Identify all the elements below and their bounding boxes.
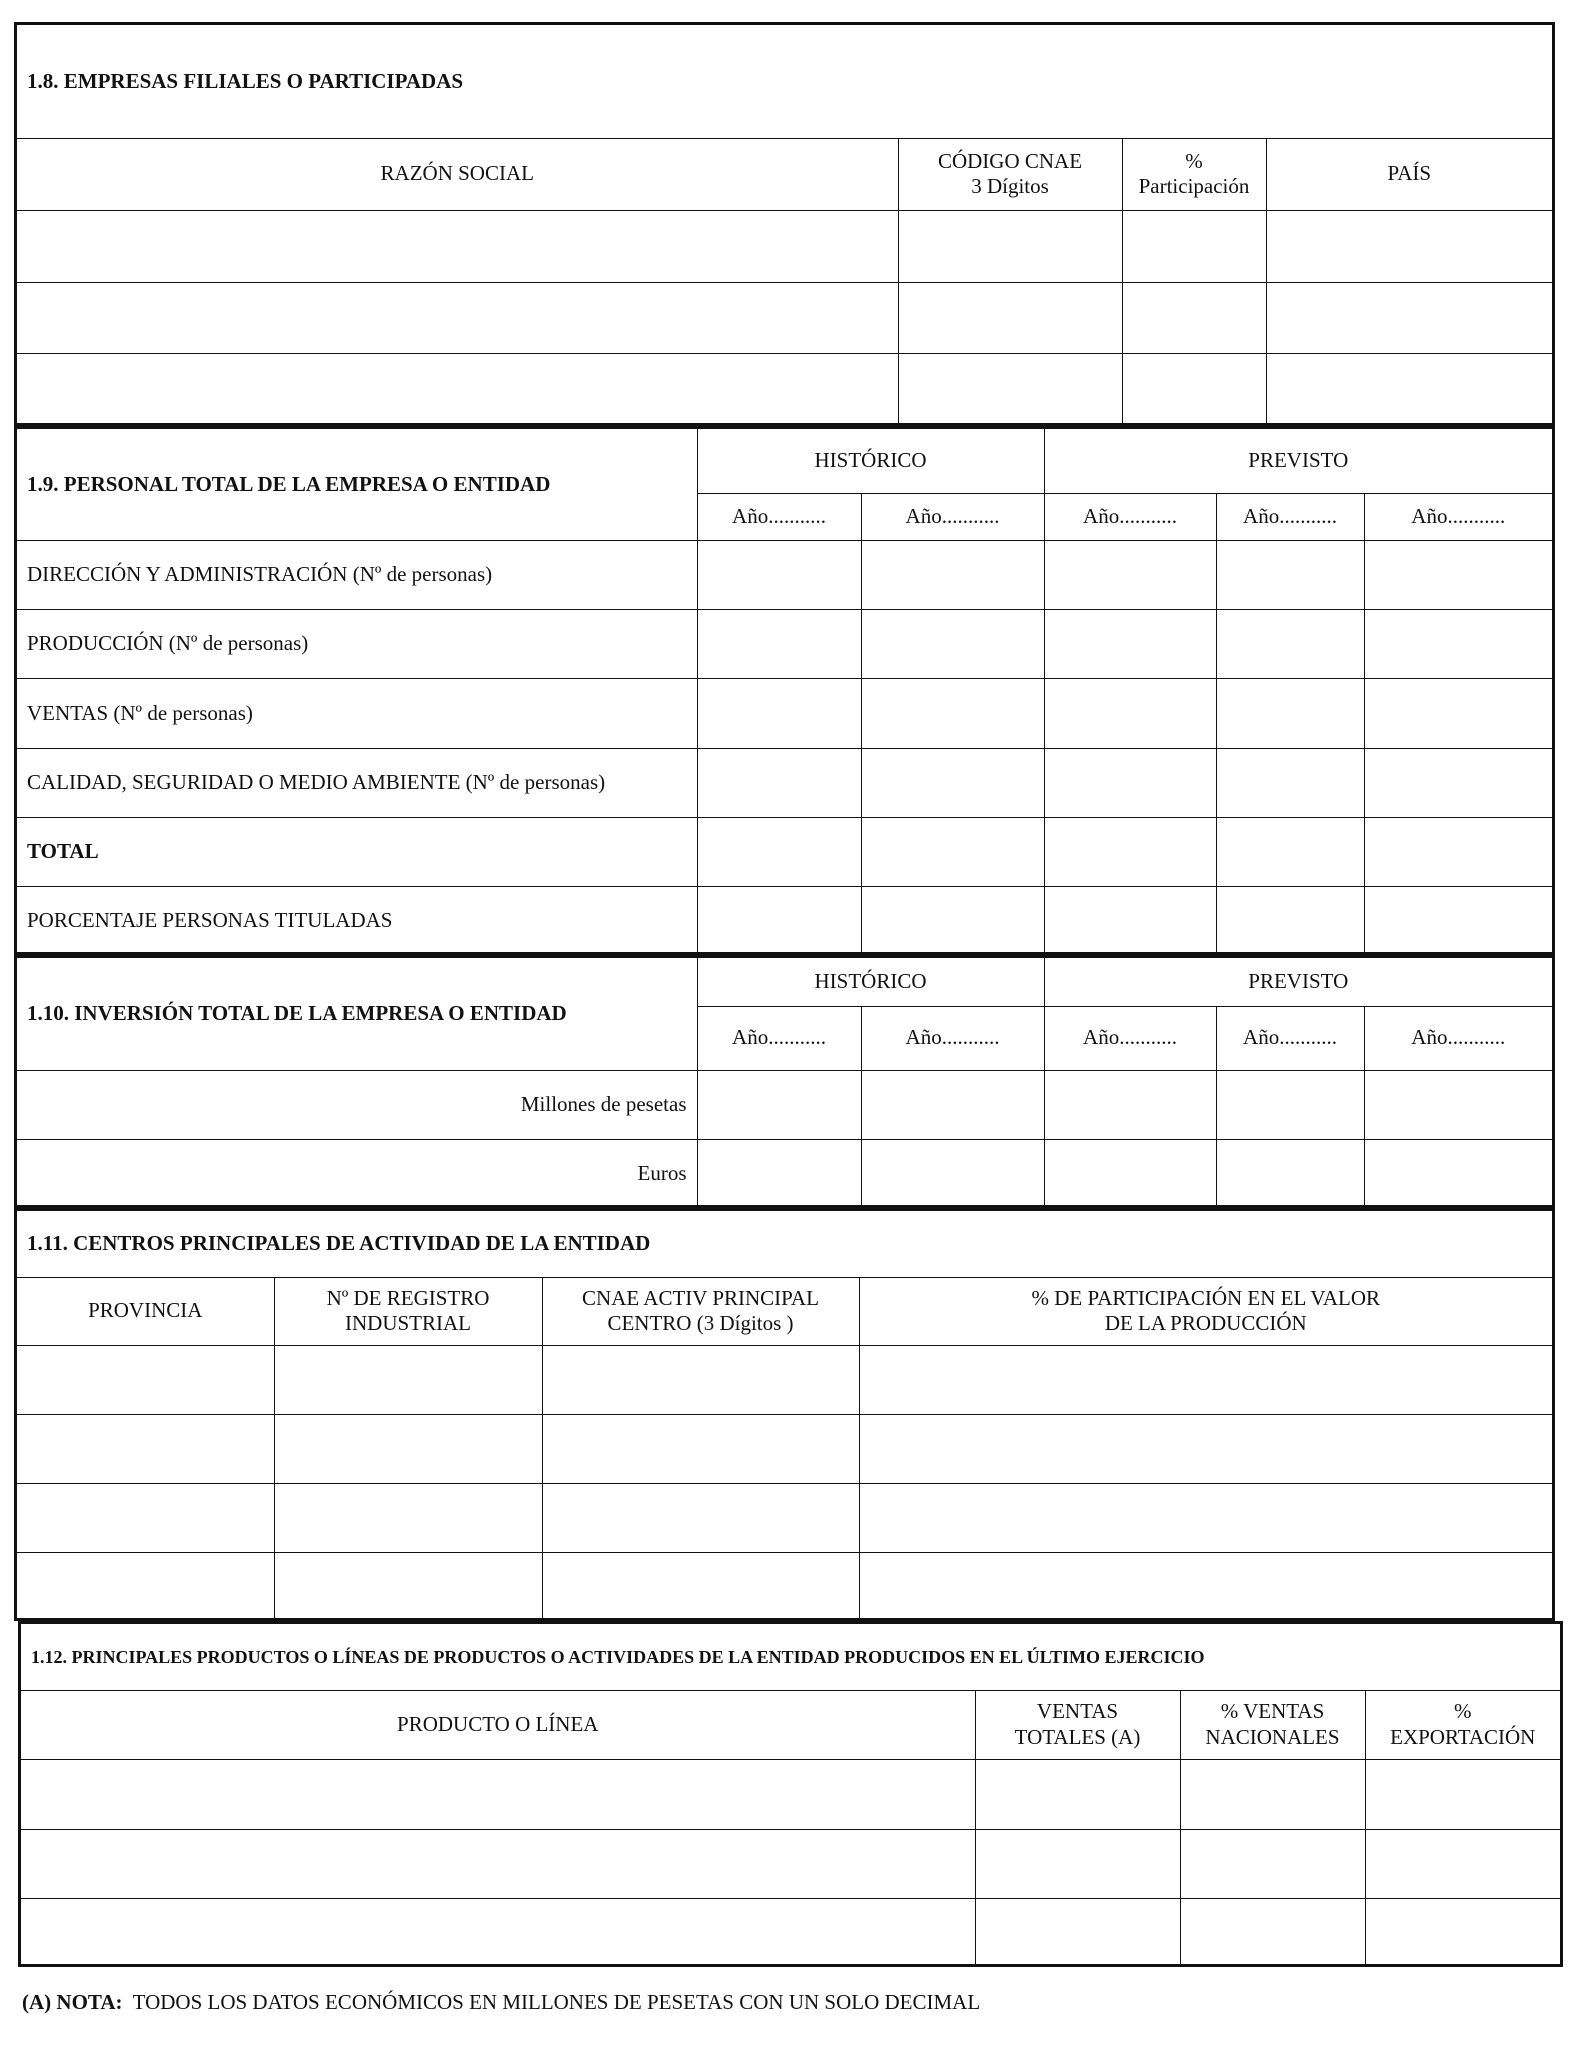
- footnote: [22, 1990, 980, 2015]
- input-cell[interactable]: [1044, 748, 1216, 817]
- year-field[interactable]: Año...........: [697, 493, 861, 540]
- section-1-10-title: 1.10. INVERSIÓN TOTAL DE LA EMPRESA O ENTIDAD: [27, 1001, 567, 1026]
- input-cell[interactable]: [1365, 1759, 1560, 1829]
- col-participacion: % Participación: [1122, 138, 1266, 210]
- input-cell[interactable]: [1365, 1898, 1560, 1964]
- col-registro-industrial: Nº DE REGISTRO INDUSTRIAL: [274, 1277, 542, 1345]
- input-cell[interactable]: [1266, 353, 1552, 423]
- col-razon-social: RAZÓN SOCIAL: [17, 138, 898, 210]
- section-1-8: [14, 22, 1555, 426]
- input-cell[interactable]: [17, 1552, 274, 1621]
- section-1-12: [18, 1621, 1563, 1967]
- footnote-label: (A) NOTA:: [22, 1990, 123, 2014]
- input-cell[interactable]: [697, 748, 861, 817]
- input-cell[interactable]: [1044, 540, 1216, 609]
- row-label: CALIDAD, SEGURIDAD O MEDIO AMBIENTE (Nº de personas): [17, 748, 697, 817]
- previsto-header: PREVISTO: [1044, 958, 1552, 1006]
- input-cell[interactable]: [898, 282, 1122, 353]
- table-row: [17, 1414, 1552, 1483]
- table-row: [17, 1345, 1552, 1414]
- row-label: DIRECCIÓN Y ADMINISTRACIÓN (Nº de personas): [17, 540, 697, 609]
- input-cell[interactable]: [1364, 540, 1552, 609]
- year-field[interactable]: Año...........: [861, 493, 1044, 540]
- input-cell[interactable]: [1364, 1139, 1552, 1208]
- footnote-text: TODOS LOS DATOS ECONÓMICOS EN MILLONES DE PESETAS CON UN SOLO DECIMAL: [132, 1990, 981, 2014]
- input-cell[interactable]: [697, 886, 861, 955]
- input-cell[interactable]: [1216, 748, 1364, 817]
- input-cell[interactable]: [697, 540, 861, 609]
- input-cell[interactable]: [697, 1139, 861, 1208]
- input-cell[interactable]: [1044, 1139, 1216, 1208]
- input-cell[interactable]: [1122, 282, 1266, 353]
- input-cell[interactable]: [861, 1139, 1044, 1208]
- input-cell[interactable]: [861, 609, 1044, 678]
- table-row: [17, 817, 1552, 886]
- input-cell[interactable]: [898, 210, 1122, 282]
- input-cell[interactable]: [697, 1070, 861, 1139]
- input-cell[interactable]: [859, 1483, 1552, 1552]
- input-cell[interactable]: [274, 1345, 542, 1414]
- table-row: [17, 886, 1552, 955]
- col-exportacion: % EXPORTACIÓN: [1365, 1690, 1560, 1759]
- input-cell[interactable]: [1122, 353, 1266, 423]
- input-cell[interactable]: [861, 678, 1044, 748]
- input-cell[interactable]: [274, 1414, 542, 1483]
- input-cell[interactable]: [1044, 886, 1216, 955]
- year-field[interactable]: Año...........: [1044, 1006, 1216, 1070]
- section-1-9: [14, 426, 1555, 955]
- table-row: [21, 1898, 1560, 1964]
- input-cell[interactable]: [542, 1483, 859, 1552]
- row-label-total: TOTAL: [17, 817, 697, 886]
- input-cell[interactable]: [975, 1829, 1180, 1898]
- input-cell[interactable]: [17, 1414, 274, 1483]
- input-cell[interactable]: [1266, 282, 1552, 353]
- input-cell[interactable]: [1044, 817, 1216, 886]
- year-field[interactable]: Año...........: [861, 1006, 1044, 1070]
- section-1-11-title: 1.11. CENTROS PRINCIPALES DE ACTIVIDAD DE LA ENTIDAD: [27, 1231, 651, 1256]
- input-cell[interactable]: [1216, 540, 1364, 609]
- table-row: [17, 1552, 1552, 1621]
- table-row: [17, 1483, 1552, 1552]
- col-codigo-cnae: CÓDIGO CNAE 3 Dígitos: [898, 138, 1122, 210]
- input-cell[interactable]: [1364, 1070, 1552, 1139]
- table-row: [17, 748, 1552, 817]
- col-cnae-activ: CNAE ACTIV PRINCIPAL CENTRO (3 Dígitos ): [542, 1277, 859, 1345]
- section-1-8-title: 1.8. EMPRESAS FILIALES O PARTICIPADAS: [27, 68, 464, 93]
- col-provincia: PROVINCIA: [17, 1277, 274, 1345]
- historico-header: HISTÓRICO: [697, 429, 1044, 493]
- input-cell[interactable]: [1044, 1070, 1216, 1139]
- input-cell[interactable]: [1044, 609, 1216, 678]
- input-cell[interactable]: [542, 1552, 859, 1621]
- table-row: [21, 1759, 1560, 1829]
- input-cell[interactable]: [975, 1759, 1180, 1829]
- input-cell[interactable]: [1266, 210, 1552, 282]
- input-cell[interactable]: [1216, 609, 1364, 678]
- row-label: PRODUCCIÓN (Nº de personas): [17, 609, 697, 678]
- input-cell[interactable]: [542, 1345, 859, 1414]
- previsto-header: PREVISTO: [1044, 429, 1552, 493]
- col-participacion-produccion: % DE PARTICIPACIÓN EN EL VALOR DE LA PRODUCCIÓN: [859, 1277, 1552, 1345]
- input-cell[interactable]: [1122, 210, 1266, 282]
- input-cell[interactable]: [1216, 886, 1364, 955]
- section-1-12-title: 1.12. PRINCIPALES PRODUCTOS O LÍNEAS DE PRODUCTOS O ACTIVIDADES DE LA ENTIDAD PRODUCIDOS EN EL ÚLTIMO EJERCICIO: [31, 1647, 1205, 1668]
- input-cell[interactable]: [21, 1898, 975, 1964]
- input-cell[interactable]: [1180, 1759, 1365, 1829]
- input-cell[interactable]: [1180, 1829, 1365, 1898]
- input-cell[interactable]: [859, 1552, 1552, 1621]
- row-label: VENTAS (Nº de personas): [17, 678, 697, 748]
- table-row: [17, 210, 1552, 282]
- input-cell[interactable]: [859, 1414, 1552, 1483]
- table-row: [17, 1139, 1552, 1208]
- input-cell[interactable]: [274, 1483, 542, 1552]
- input-cell[interactable]: [861, 1070, 1044, 1139]
- input-cell[interactable]: [1216, 817, 1364, 886]
- table-row: [17, 678, 1552, 748]
- input-cell[interactable]: [1364, 886, 1552, 955]
- input-cell[interactable]: [1364, 748, 1552, 817]
- input-cell[interactable]: [17, 1483, 274, 1552]
- input-cell[interactable]: [975, 1898, 1180, 1964]
- input-cell[interactable]: [697, 817, 861, 886]
- col-ventas-totales: VENTAS TOTALES (A): [975, 1690, 1180, 1759]
- input-cell[interactable]: [859, 1345, 1552, 1414]
- col-pais: PAÍS: [1266, 138, 1552, 210]
- input-cell[interactable]: [861, 748, 1044, 817]
- table-row: [17, 540, 1552, 609]
- input-cell[interactable]: [1364, 609, 1552, 678]
- input-cell[interactable]: [1044, 678, 1216, 748]
- row-label: PORCENTAJE PERSONAS TITULADAS: [17, 886, 697, 955]
- year-field[interactable]: Año...........: [1216, 1006, 1364, 1070]
- table-row: [17, 609, 1552, 678]
- col-producto-linea: PRODUCTO O LÍNEA: [21, 1690, 975, 1759]
- col-ventas-nacionales: % VENTAS NACIONALES: [1180, 1690, 1365, 1759]
- table-row: [17, 1070, 1552, 1139]
- year-field[interactable]: Año...........: [1216, 493, 1364, 540]
- section-1-9-title: 1.9. PERSONAL TOTAL DE LA EMPRESA O ENTIDAD: [27, 471, 551, 496]
- input-cell[interactable]: [21, 1829, 975, 1898]
- historico-header: HISTÓRICO: [697, 958, 1044, 1006]
- year-field[interactable]: Año...........: [697, 1006, 861, 1070]
- row-label: Millones de pesetas: [17, 1070, 697, 1139]
- year-field[interactable]: Año...........: [1364, 493, 1552, 540]
- input-cell[interactable]: [21, 1759, 975, 1829]
- input-cell[interactable]: [17, 282, 898, 353]
- year-field[interactable]: Año...........: [1044, 493, 1216, 540]
- input-cell[interactable]: [17, 210, 898, 282]
- input-cell[interactable]: [274, 1552, 542, 1621]
- section-1-11: [14, 1208, 1555, 1621]
- input-cell[interactable]: [1364, 817, 1552, 886]
- input-cell[interactable]: [17, 353, 898, 423]
- input-cell[interactable]: [861, 886, 1044, 955]
- input-cell[interactable]: [1216, 1139, 1364, 1208]
- table-row: [17, 353, 1552, 423]
- row-label: Euros: [17, 1139, 697, 1208]
- input-cell[interactable]: [1365, 1829, 1560, 1898]
- input-cell[interactable]: [1216, 1070, 1364, 1139]
- input-cell[interactable]: [542, 1414, 859, 1483]
- input-cell[interactable]: [1216, 678, 1364, 748]
- input-cell[interactable]: [861, 540, 1044, 609]
- input-cell[interactable]: [17, 1345, 274, 1414]
- table-row: [17, 282, 1552, 353]
- table-row: [21, 1829, 1560, 1898]
- input-cell[interactable]: [697, 609, 861, 678]
- input-cell[interactable]: [898, 353, 1122, 423]
- year-field[interactable]: Año...........: [1364, 1006, 1552, 1070]
- input-cell[interactable]: [697, 678, 861, 748]
- input-cell[interactable]: [861, 817, 1044, 886]
- section-1-10: [14, 955, 1555, 1208]
- input-cell[interactable]: [1364, 678, 1552, 748]
- input-cell[interactable]: [1180, 1898, 1365, 1964]
